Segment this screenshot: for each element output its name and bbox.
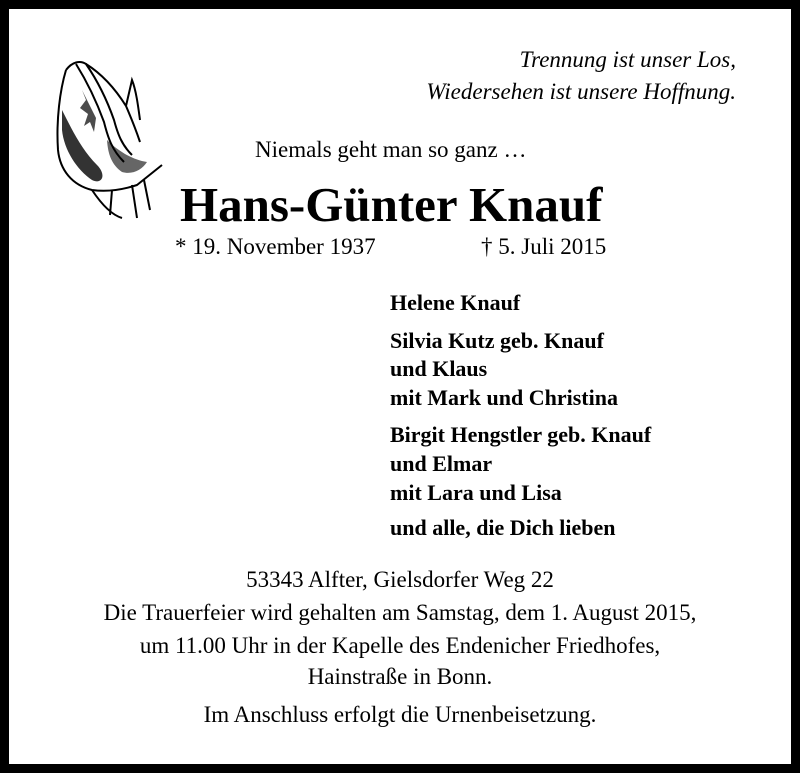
- family-member: Birgit Hengstler geb. Knauf: [390, 422, 652, 447]
- family-member: Helene Knauf: [390, 290, 521, 315]
- quote-line: Wiedersehen ist unsere Hoffnung.: [426, 79, 736, 104]
- service-line: Die Trauerfeier wird gehalten am Samstag, dem 1. August 2015,: [103, 600, 697, 625]
- intro-text: Niemals geht man so ganz …: [255, 137, 527, 162]
- family-member: und Elmar: [390, 451, 493, 476]
- family-member: Silvia Kutz geb. Knauf: [390, 328, 604, 353]
- family-member: und Klaus: [390, 356, 488, 381]
- family-member: und alle, die Dich lieben: [390, 515, 616, 540]
- family-member: mit Lara und Lisa: [390, 480, 562, 505]
- death-date: † 5. Juli 2015: [481, 234, 607, 259]
- praying-hands-icon: [52, 50, 172, 220]
- deceased-name: Hans-Günter Knauf: [180, 177, 603, 232]
- quote-line: Trennung ist unser Los,: [519, 47, 736, 72]
- closing-text: Im Anschluss erfolgt die Urnenbeisetzung.: [203, 702, 597, 727]
- address: 53343 Alfter, Gielsdorfer Weg 22: [246, 567, 554, 592]
- service-line: Hainstraße in Bonn.: [307, 664, 493, 689]
- family-member: mit Mark und Christina: [390, 385, 618, 410]
- birth-date: * 19. November 1937: [175, 234, 376, 259]
- service-line: um 11.00 Uhr in der Kapelle des Endenicher Friedhofes,: [139, 633, 661, 658]
